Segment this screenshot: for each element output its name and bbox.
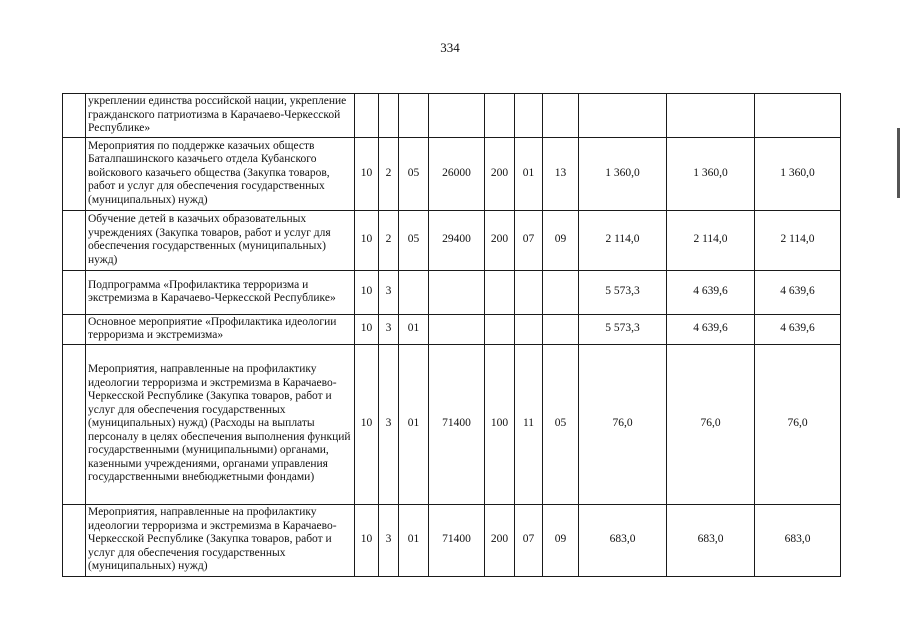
code-cell: 10	[355, 270, 379, 314]
table-row	[63, 344, 841, 504]
code-cell: 100	[485, 344, 515, 504]
amount-cell: 683,0	[579, 504, 667, 576]
item-name: Мероприятия, направленные на профилактику идеологии терроризма и экстремизма в Карачаево-Черкесской Республике (Закупка товаров, работ и услуг для обеспечения государственных (муниципальных) нужд)	[86, 504, 355, 576]
code-cell: 05	[543, 344, 579, 504]
amount-cell	[579, 94, 667, 138]
amount-cell: 1 360,0	[667, 137, 755, 210]
code-cell	[429, 270, 485, 314]
amount-cell: 2 114,0	[667, 210, 755, 270]
code-cell	[429, 94, 485, 138]
code-cell: 29400	[429, 210, 485, 270]
amount-cell: 4 639,6	[755, 314, 841, 344]
code-cell: 01	[399, 504, 429, 576]
code-cell: 3	[379, 504, 399, 576]
code-cell	[355, 94, 379, 138]
blank-cell	[63, 504, 86, 576]
item-name: Основное мероприятие «Профилактика идеологии терроризма и экстремизма»	[86, 314, 355, 344]
code-cell	[485, 270, 515, 314]
amount-cell: 5 573,3	[579, 270, 667, 314]
code-cell: 71400	[429, 344, 485, 504]
table-row	[63, 504, 841, 576]
amount-cell: 76,0	[579, 344, 667, 504]
code-cell: 10	[355, 314, 379, 344]
code-cell	[399, 94, 429, 138]
code-cell: 09	[543, 504, 579, 576]
item-name: Мероприятия, направленные на профилактику идеологии терроризма и экстремизма в Карачаево-Черкесской Республике (Закупка товаров, работ и услуг для обеспечения государственных (муниципальных) нужд) (Расходы на выплаты персоналу в целях обеспечения выполнения функций государственными (муниципальными) органами, казенными учреждениями, органами управления государственными внебюджетными фондами)	[86, 344, 355, 504]
code-cell: 26000	[429, 137, 485, 210]
budget-table	[62, 93, 841, 577]
amount-cell: 76,0	[755, 344, 841, 504]
code-cell: 05	[399, 137, 429, 210]
table-row	[63, 210, 841, 270]
amount-cell	[755, 94, 841, 138]
amount-cell: 1 360,0	[579, 137, 667, 210]
item-name: Подпрограмма «Профилактика терроризма и экстремизма в Карачаево-Черкесской Республике»	[86, 270, 355, 314]
item-name: Обучение детей в казачьих образовательных учреждениях (Закупка товаров, работ и услуг для обеспечения государственных (муниципальных) нужд)	[86, 210, 355, 270]
code-cell	[515, 314, 543, 344]
blank-cell	[63, 210, 86, 270]
amount-cell: 1 360,0	[755, 137, 841, 210]
blank-cell	[63, 314, 86, 344]
table-row	[63, 94, 841, 138]
blank-cell	[63, 94, 86, 138]
code-cell: 10	[355, 504, 379, 576]
code-cell	[379, 94, 399, 138]
amount-cell: 683,0	[667, 504, 755, 576]
table-row	[63, 270, 841, 314]
code-cell	[485, 94, 515, 138]
amount-cell: 76,0	[667, 344, 755, 504]
code-cell: 09	[543, 210, 579, 270]
item-name: укреплении единства российской нации, укрепление гражданского патриотизма в Карачаево-Черкесской Республике»	[86, 94, 355, 138]
code-cell	[543, 94, 579, 138]
code-cell: 3	[379, 314, 399, 344]
code-cell: 13	[543, 137, 579, 210]
code-cell: 05	[399, 210, 429, 270]
code-cell: 01	[399, 344, 429, 504]
item-name: Мероприятия по поддержке казачьих обществ Баталпашинского казачьего отдела Кубанского войскового казачьего общества (Закупка товаров, работ и услуг для обеспечения государственных (муниципальных) нужд)	[86, 137, 355, 210]
page-number: 334	[440, 40, 460, 55]
blank-cell	[63, 137, 86, 210]
amount-cell: 2 114,0	[579, 210, 667, 270]
code-cell	[485, 314, 515, 344]
amount-cell: 4 639,6	[667, 270, 755, 314]
blank-cell	[63, 344, 86, 504]
code-cell: 71400	[429, 504, 485, 576]
table-row	[63, 314, 841, 344]
code-cell: 200	[485, 504, 515, 576]
code-cell	[429, 314, 485, 344]
code-cell	[543, 270, 579, 314]
amount-cell: 683,0	[755, 504, 841, 576]
code-cell: 3	[379, 344, 399, 504]
code-cell: 200	[485, 210, 515, 270]
code-cell: 01	[515, 137, 543, 210]
table-row	[63, 137, 841, 210]
code-cell: 01	[399, 314, 429, 344]
code-cell: 07	[515, 504, 543, 576]
code-cell: 2	[379, 137, 399, 210]
code-cell	[515, 270, 543, 314]
amount-cell: 2 114,0	[755, 210, 841, 270]
code-cell: 10	[355, 137, 379, 210]
code-cell: 07	[515, 210, 543, 270]
code-cell	[515, 94, 543, 138]
code-cell: 10	[355, 344, 379, 504]
code-cell: 200	[485, 137, 515, 210]
amount-cell: 5 573,3	[579, 314, 667, 344]
amount-cell: 4 639,6	[755, 270, 841, 314]
code-cell: 11	[515, 344, 543, 504]
code-cell: 10	[355, 210, 379, 270]
code-cell	[399, 270, 429, 314]
code-cell: 2	[379, 210, 399, 270]
blank-cell	[63, 270, 86, 314]
amount-cell: 4 639,6	[667, 314, 755, 344]
code-cell	[543, 314, 579, 344]
code-cell: 3	[379, 270, 399, 314]
amount-cell	[667, 94, 755, 138]
